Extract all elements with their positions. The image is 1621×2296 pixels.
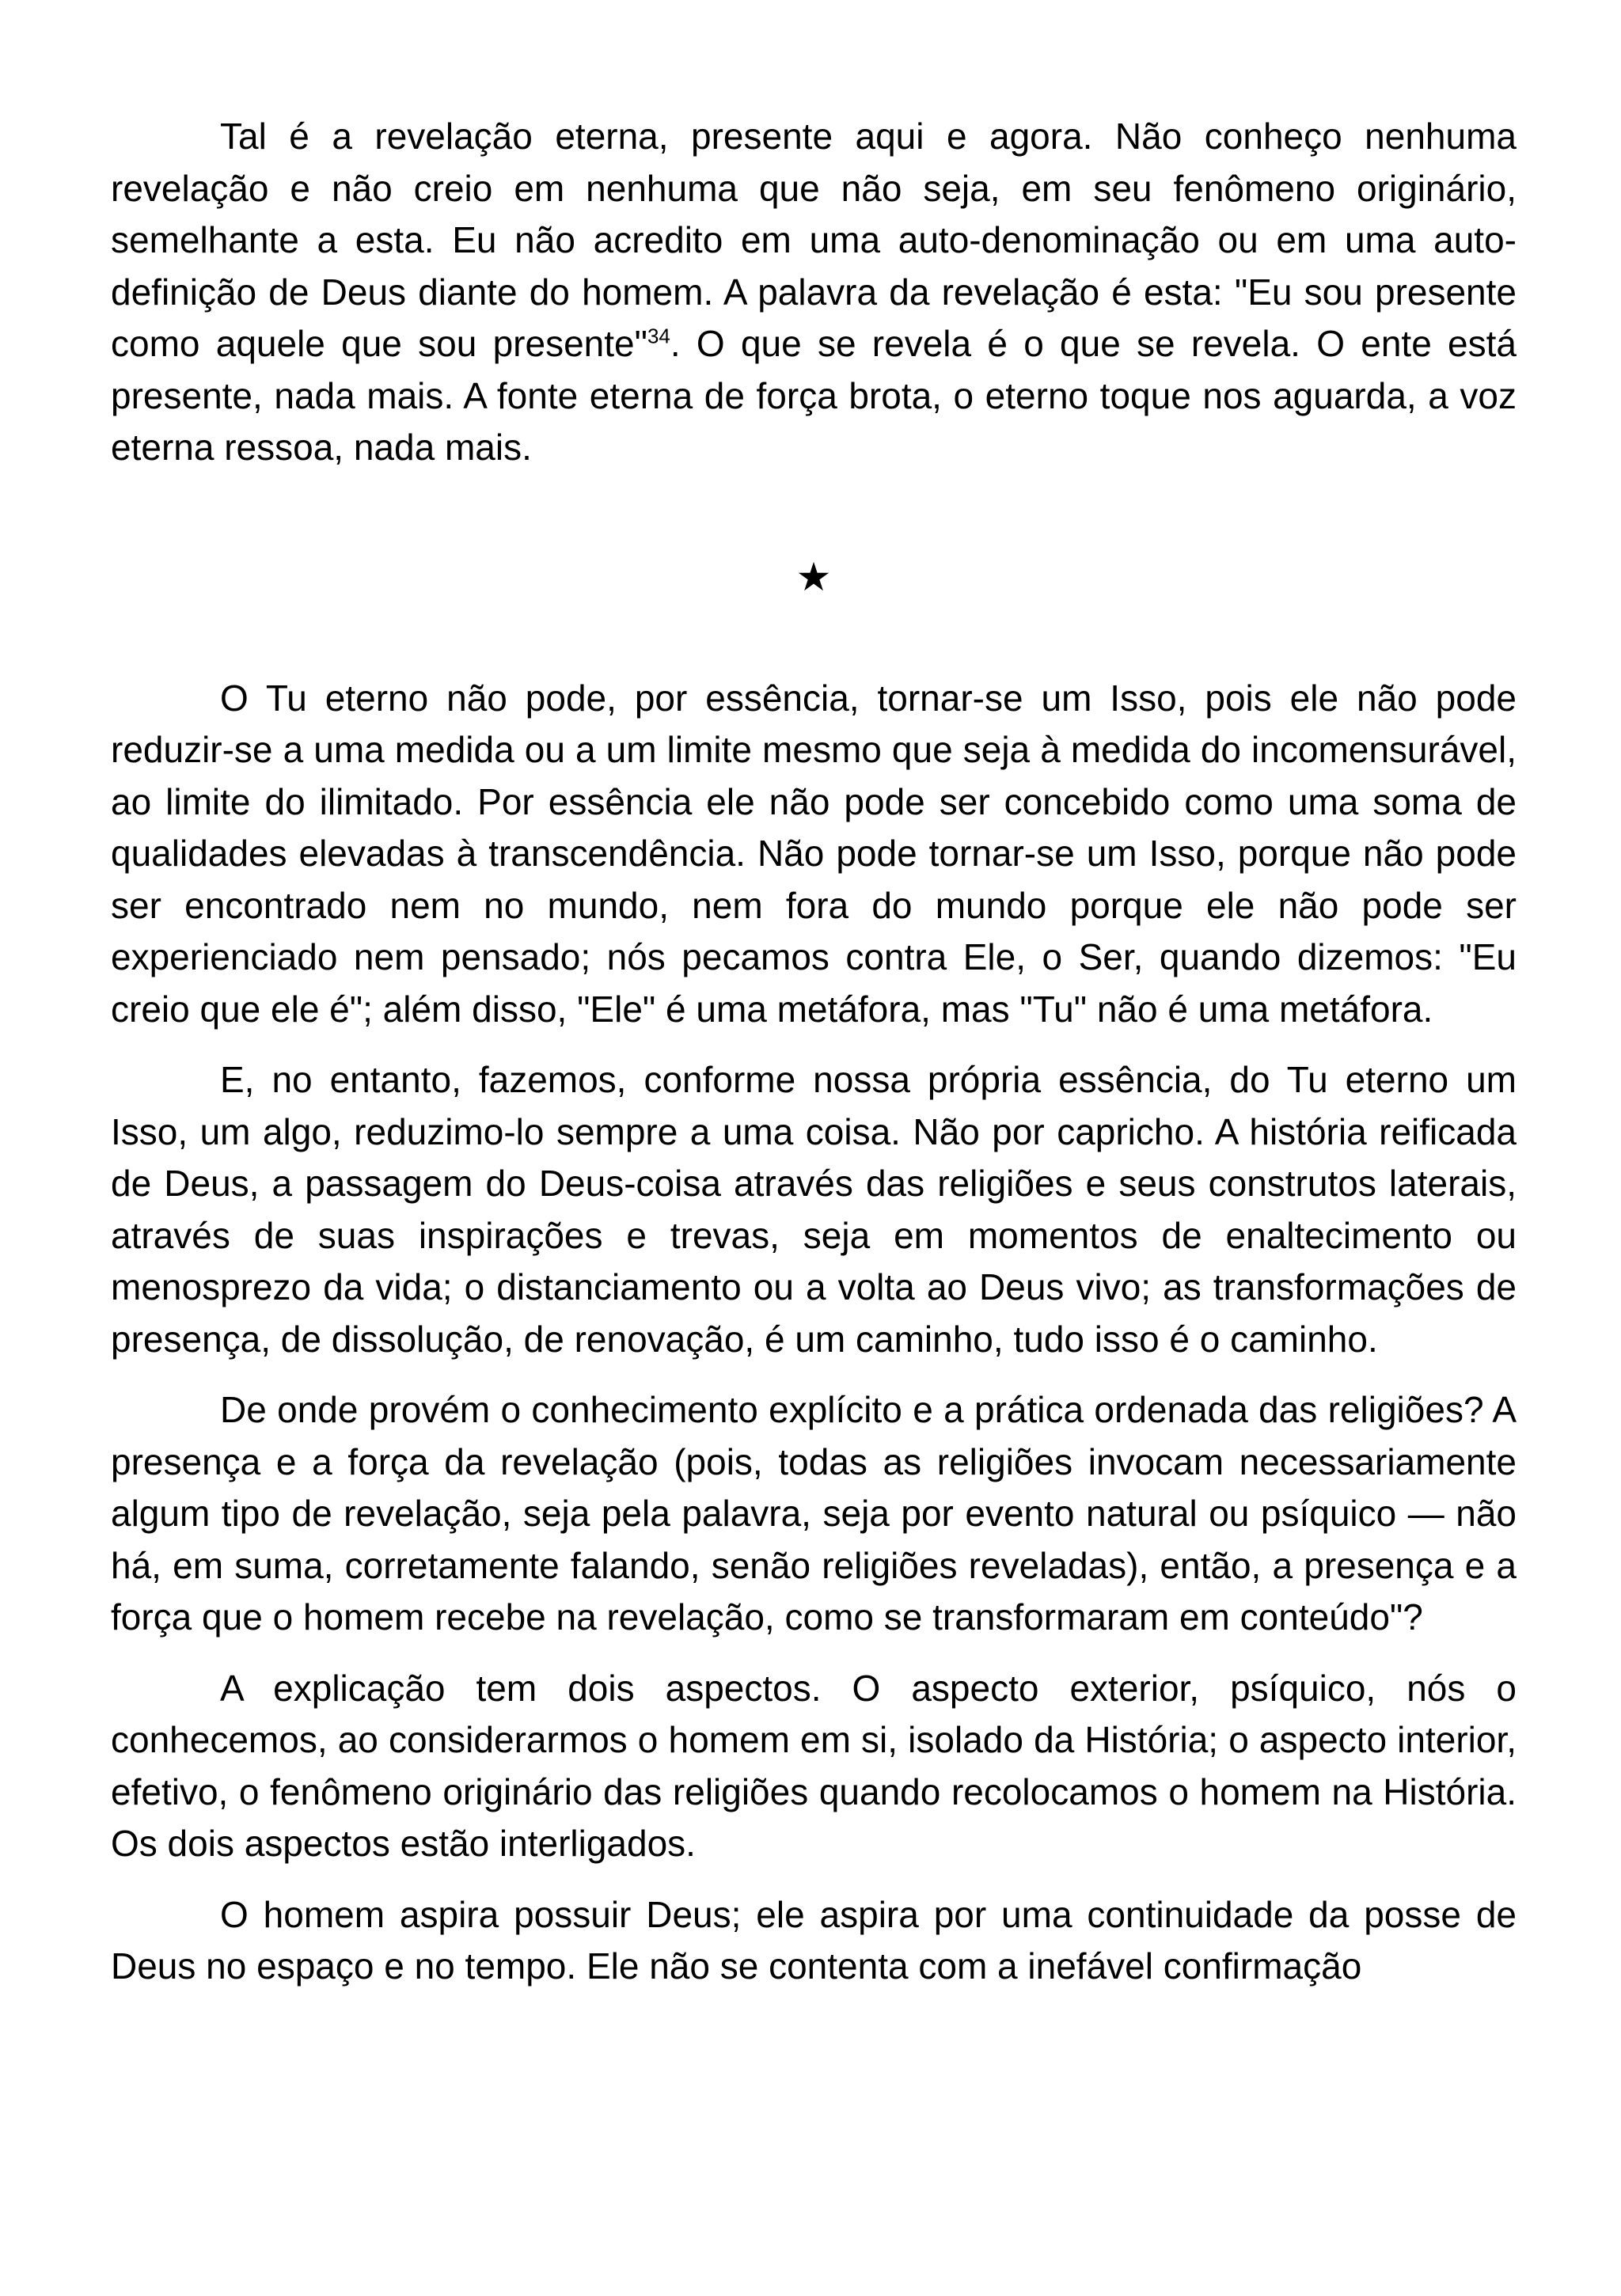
paragraph-two-aspects: A explicação tem dois aspectos. O aspecto exterior, psíquico, nós o conhecemos, ao considerarmos o homem em si, isolado da História; o aspecto interior, efetivo, o fenômeno originário das religiões quando recolocamos o homem na História. Os dois aspectos estão interligados. xyxy=(111,1667,1517,1864)
star-separator-icon: ★ xyxy=(795,554,832,599)
paragraph-reified-history: E, no entanto, fazemos, conforme nossa própria essência, do Tu eterno um Isso, um algo, reduzimo-lo sempre a uma coisa. Não por capricho. A história reificada de Deus, a passagem do Deus-coisa através das religiões e seus construtos laterais, através de suas inspirações e trevas, seja em momentos de enaltecimento ou menosprezo da vida; o distanciamento ou a volta ao Deus vivo; as transformações de presença, de dissolução, de renovação, é um caminho, tudo isso é o caminho. xyxy=(111,1059,1517,1360)
paragraph-text: . O que se revela é o que se revela. O ente está presente, nada mais. A fonte eterna de força brota, o eterno toque nos aguarda, a voz eterna ressoa, nada mais. xyxy=(111,323,1517,468)
paragraph-revelation xyxy=(111,111,1517,474)
document-page xyxy=(111,111,1517,1993)
paragraph-eternal-thou: O Tu eterno não pode, por essência, tornar-se um Isso, pois ele não pode reduzir-se a uma medida ou a um limite mesmo que seja à medida do incomensurável, ao limite do ilimitado. Por essência ele não pode ser concebido como uma soma de qualidades elevadas à transcendência. Não pode tornar-se um Isso, porque não pode ser encontrado nem no mundo, nem fora do mundo porque ele não pode ser experienciado nem pensado; nós pecamos contra Ele, o Ser, quando dizemos: "Eu creio que ele é"; além disso, "Ele" é uma metáfora, mas "Tu" não é uma metáfora. xyxy=(111,677,1517,1030)
footnote-reference[interactable]: 34 xyxy=(647,324,670,348)
paragraph-text: Tal é a revelação eterna, presente aqui e agora. Não conheço nenhuma revelação e não creio em nenhuma que não seja, em seu fenômeno originário, semelhante a esta. Eu não acredito em uma auto-denominação ou em uma auto-definição de Deus diante do homem. A palavra da revelação é esta: "Eu sou presente como aquele que sou presente" xyxy=(111,116,1517,364)
paragraph-possess-god: O homem aspira possuir Deus; ele aspira por uma continuidade da posse de Deus no espaço e no tempo. Ele não se contenta com a inefável confirmação xyxy=(111,1893,1517,1987)
paragraph-religions-origin: De onde provém o conhecimento explícito e a prática ordenada das religiões? A presença e a força da revelação (pois, todas as religiões invocam necessariamente algum tipo de revelação, seja pela palavra, seja por evento natural ou psíquico — não há, em suma, corretamente falando, senão religiões reveladas), então, a presença e a força que o homem recebe na revelação, como se transformaram em conteúdo"? xyxy=(111,1389,1517,1638)
